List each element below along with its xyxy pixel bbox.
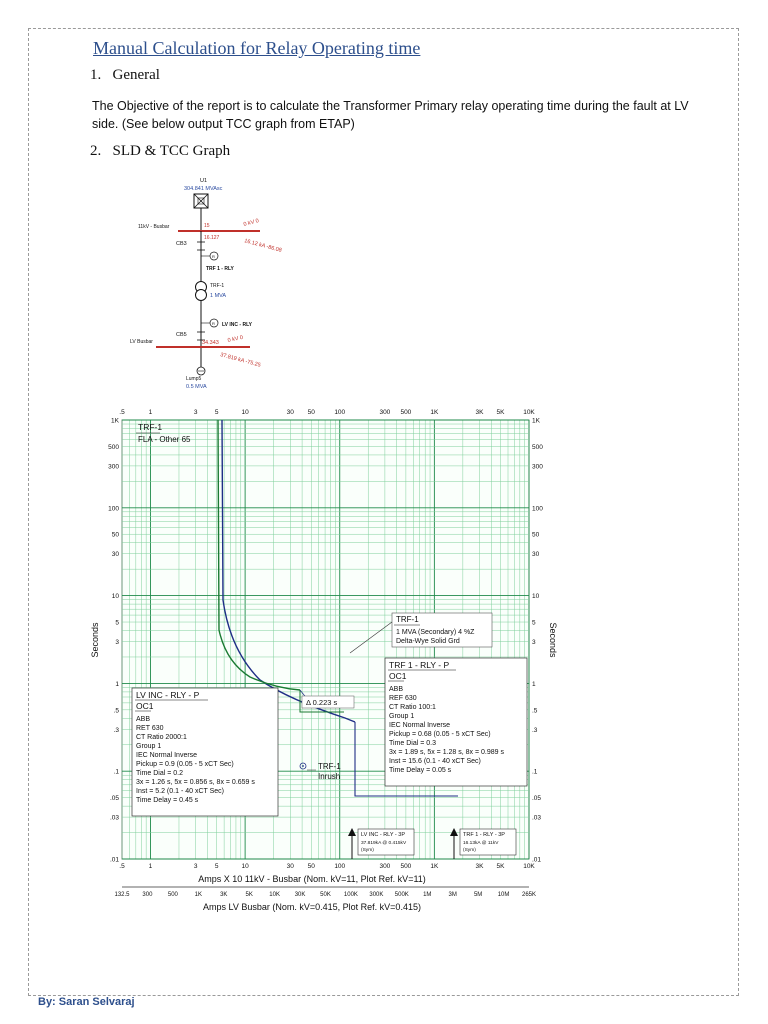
svg-text:Inrush: Inrush <box>318 772 341 781</box>
y-axis-label-left: Seconds <box>90 622 100 658</box>
x-tick-top: 50 <box>307 409 315 416</box>
x-tick-lv: 132.5 <box>114 892 130 898</box>
y-tick-left: 10 <box>111 593 119 601</box>
x-axis-label-lv: Amps LV Busbar (Nom. kV=0.415, Plot Ref. kV=0.415) <box>203 902 421 912</box>
x-tick-hv: 1 <box>148 863 153 870</box>
y-tick-right: 1 <box>532 680 536 688</box>
svg-text:37.819kA @ 0.415kV: 37.819kA @ 0.415kV <box>361 841 407 846</box>
trf-relay-settings <box>385 658 527 786</box>
lv-breaker-label: CB5 <box>176 332 187 338</box>
y-tick-left: 30 <box>111 551 119 559</box>
x-tick-lv: 1M <box>423 892 432 898</box>
x-axis-label-hv: Amps X 10 11kV - Busbar (Nom. kV=11, Plot Ref. kV=11) <box>198 874 426 884</box>
y-tick-left: 3 <box>115 639 119 647</box>
y-tick-left: 1 <box>115 680 119 688</box>
svg-text:Pickup = 0.9 (0.05 - 5 xCT Se: Pickup = 0.9 (0.05 - 5 xCT Sec) <box>136 761 234 768</box>
trf-fault-flag <box>450 828 516 859</box>
lv-bus-label: LV Busbar <box>130 339 153 345</box>
y-tick-right: .1 <box>532 768 538 776</box>
y-tick-right: .05 <box>532 795 542 803</box>
footer-author: By: Saran Selvaraj <box>38 996 135 1008</box>
svg-text:Δ 0.223 s: Δ 0.223 s <box>306 698 338 707</box>
x-tick-lv: 1K <box>194 892 202 898</box>
y-tick-right: 10 <box>532 593 540 601</box>
page-title: Manual Calculation for Relay Operating time <box>93 38 421 58</box>
y-tick-left: .1 <box>113 768 119 776</box>
svg-text:R: R <box>212 254 215 259</box>
x-tick-hv: 500 <box>400 863 412 870</box>
x-tick-lv: 500K <box>394 892 409 898</box>
lv-fault: 37.819 kA -75.25 <box>219 352 262 369</box>
y-tick-right: 5 <box>532 619 536 627</box>
lv-val: 34.343 <box>202 340 219 346</box>
lv-kv: 0 kV 0 <box>227 334 244 344</box>
svg-text:IEC Normal Inverse: IEC Normal Inverse <box>389 722 451 729</box>
y-tick-right: .01 <box>532 856 542 864</box>
svg-text:(Sym): (Sym) <box>361 848 374 853</box>
svg-text:Pickup = 0.68 (0.05 - 5 xCT S: Pickup = 0.68 (0.05 - 5 xCT Sec) <box>389 731 491 738</box>
x-tick-top: 3K <box>475 409 484 416</box>
svg-text:OC1: OC1 <box>389 671 407 681</box>
x-tick-hv: 1K <box>430 863 439 870</box>
x-tick-top: 500 <box>400 409 412 416</box>
x-tick-lv: 10K <box>269 892 280 898</box>
y-tick-left: .5 <box>113 707 119 715</box>
svg-text:REF 630: REF 630 <box>389 695 417 702</box>
x-tick-hv: 3K <box>475 863 484 870</box>
x-tick-top: 1 <box>148 409 153 416</box>
x-tick-lv: 3K <box>220 892 228 898</box>
section-title: General <box>112 67 160 83</box>
section-title: SLD & TCC Graph <box>112 143 231 159</box>
x-tick-hv: 10 <box>241 863 249 870</box>
load-rating: 0.5 MVA <box>186 384 207 390</box>
svg-text:Time Delay = 0.45 s: Time Delay = 0.45 s <box>136 797 199 804</box>
section-heading-general <box>90 67 160 84</box>
x-tick-hv: 5K <box>496 863 505 870</box>
tcc-graph <box>80 400 570 930</box>
x-tick-top: 30 <box>286 409 294 416</box>
relay2-label: LV INC - RLY <box>222 322 253 328</box>
x-tick-top: 5 <box>214 409 219 416</box>
load-icon <box>197 367 205 375</box>
y-tick-right: 1K <box>532 417 540 425</box>
section-number: 1. <box>90 67 102 83</box>
y-tick-right: 50 <box>532 531 540 539</box>
x-tick-top: 300 <box>379 409 391 416</box>
svg-text:16.13kA @ 11kV: 16.13kA @ 11kV <box>463 841 499 846</box>
transformer-id: TRF-1 <box>210 283 225 289</box>
svg-text:Inst = 15.6 (0.1 - 40 xCT Sec: Inst = 15.6 (0.1 - 40 xCT Sec) <box>389 758 481 765</box>
x-tick-hv: 10K <box>523 863 535 870</box>
section-heading-sld <box>90 143 230 160</box>
svg-text:ABB: ABB <box>136 716 151 723</box>
objective-paragraph: The Objective of the report is to calculate the Transformer Primary relay operating time during the fault at LV side. (See below output TCC graph from ETAP) <box>92 99 689 131</box>
svg-text:CT Ratio 100:1: CT Ratio 100:1 <box>389 704 436 711</box>
x-tick-lv: 5K <box>245 892 253 898</box>
hv-val1: 15 <box>204 223 210 229</box>
x-tick-hv: 3 <box>193 863 198 870</box>
hv-breaker-label: CB3 <box>176 241 187 247</box>
y-tick-left: 5 <box>115 619 119 627</box>
svg-text:CT Ratio 2000:1: CT Ratio 2000:1 <box>136 734 187 741</box>
svg-text:TRF 1 - RLY - 3P: TRF 1 - RLY - 3P <box>463 832 505 838</box>
y-tick-left: .3 <box>113 726 119 734</box>
x-tick-hv: 300 <box>379 863 391 870</box>
svg-text:Time Dial = 0.3: Time Dial = 0.3 <box>389 740 437 747</box>
x-tick-hv: .5 <box>119 863 125 870</box>
svg-text:Time Dial = 0.2: Time Dial = 0.2 <box>136 770 184 777</box>
y-tick-left: 300 <box>108 463 119 471</box>
x-tick-top: 100 <box>334 409 346 416</box>
x-tick-lv: 10M <box>497 892 510 898</box>
svg-text:LV INC - RLY - P: LV INC - RLY - P <box>136 690 200 700</box>
hv-kv: 0 kV 0 <box>242 218 260 228</box>
svg-text:OC1: OC1 <box>136 701 154 711</box>
utility-id: U1 <box>200 178 208 184</box>
x-tick-hv: 30 <box>286 863 294 870</box>
x-tick-lv: 50K <box>320 892 331 898</box>
y-tick-left: 500 <box>108 443 119 451</box>
svg-text:IEC Normal Inverse: IEC Normal Inverse <box>136 752 198 759</box>
lv-fault-flag <box>348 828 414 859</box>
svg-text:RET 630: RET 630 <box>136 725 164 732</box>
x-tick-lv: 30K <box>294 892 306 898</box>
svg-text:Inst = 5.2 (0.1 - 40 xCT Sec): Inst = 5.2 (0.1 - 40 xCT Sec) <box>136 788 224 795</box>
relay1-label: TRF 1 - RLY <box>206 266 234 272</box>
single-line-diagram <box>120 170 310 390</box>
delta-annotation <box>302 696 354 708</box>
y-tick-right: 3 <box>532 639 536 647</box>
transformer-rating: 1 MVA <box>210 293 227 299</box>
svg-text:3x = 1.89 s, 5x = 1.28 s, 8x =: 3x = 1.89 s, 5x = 1.28 s, 8x = 0.989 s <box>389 749 504 756</box>
utility-rating: 304.841 MVAsc <box>184 186 223 192</box>
svg-text:TRF 1 - RLY - P: TRF 1 - RLY - P <box>389 660 450 670</box>
y-tick-right: 100 <box>532 505 543 513</box>
svg-text:TRF-1: TRF-1 <box>318 762 341 771</box>
y-tick-right: 300 <box>532 463 543 471</box>
y-tick-left: .01 <box>109 856 119 864</box>
y-axis-label-right: Seconds <box>548 622 558 658</box>
x-tick-top: 10 <box>241 409 249 416</box>
y-tick-right: 500 <box>532 443 543 451</box>
x-tick-lv: 3M <box>448 892 457 898</box>
x-tick-top: 3 <box>193 409 198 416</box>
x-tick-lv: 300K <box>369 892 384 898</box>
y-tick-left: .03 <box>109 814 119 822</box>
svg-text:FLA - Other 65: FLA - Other 65 <box>138 435 191 444</box>
x-tick-top: 5K <box>496 409 505 416</box>
svg-text:LV INC - RLY - 3P: LV INC - RLY - 3P <box>361 832 406 838</box>
transformer-icon <box>196 282 207 301</box>
svg-text:Group 1: Group 1 <box>389 713 415 720</box>
hv-val2: 16.127 <box>204 235 220 241</box>
hv-bus-label: 11kV - Busbar <box>138 224 170 230</box>
y-tick-left: 50 <box>111 531 119 539</box>
y-tick-left: 100 <box>108 505 119 513</box>
x-tick-lv: 100K <box>343 892 358 898</box>
x-tick-lv: 5M <box>473 892 483 898</box>
x-tick-lv: 265K <box>521 892 537 898</box>
svg-text:TRF-1: TRF-1 <box>396 615 419 624</box>
x-tick-hv: 5 <box>214 863 219 870</box>
y-tick-right: .3 <box>532 726 538 734</box>
section-number: 2. <box>90 143 102 159</box>
hv-fault: 16.12 kA -86.08 <box>243 238 283 254</box>
y-tick-left: 1K <box>111 417 119 425</box>
x-tick-lv: 300 <box>142 892 153 898</box>
x-tick-top: .5 <box>119 409 125 416</box>
svg-text:Group 1: Group 1 <box>136 743 162 750</box>
y-tick-right: 30 <box>532 551 540 559</box>
lv-relay-settings <box>132 688 278 816</box>
svg-text:ABB: ABB <box>389 686 404 693</box>
x-tick-hv: 50 <box>307 863 315 870</box>
y-tick-right: .5 <box>532 707 538 715</box>
x-tick-lv: 500 <box>167 892 178 898</box>
utility-icon <box>194 194 208 208</box>
svg-text:TRF-1: TRF-1 <box>138 422 163 432</box>
x-tick-top: 10K <box>523 409 535 416</box>
svg-text:R: R <box>212 321 215 326</box>
svg-text:Delta-Wye Solid Grd: Delta-Wye Solid Grd <box>396 638 460 645</box>
y-tick-left: .05 <box>109 795 119 803</box>
svg-text:(Sym): (Sym) <box>463 848 476 853</box>
x-tick-top: 1K <box>430 409 439 416</box>
svg-text:Time Delay = 0.05 s: Time Delay = 0.05 s <box>389 767 452 774</box>
y-tick-right: .03 <box>532 814 542 822</box>
x-tick-hv: 100 <box>334 863 346 870</box>
load-id: Lump5 <box>186 376 202 382</box>
svg-text:3x = 1.26 s, 5x = 0.856 s, 8x: 3x = 1.26 s, 5x = 0.856 s, 8x = 0.659 s <box>136 779 255 786</box>
svg-text:1 MVA (Secondary) 4 %Z: 1 MVA (Secondary) 4 %Z <box>396 629 475 636</box>
